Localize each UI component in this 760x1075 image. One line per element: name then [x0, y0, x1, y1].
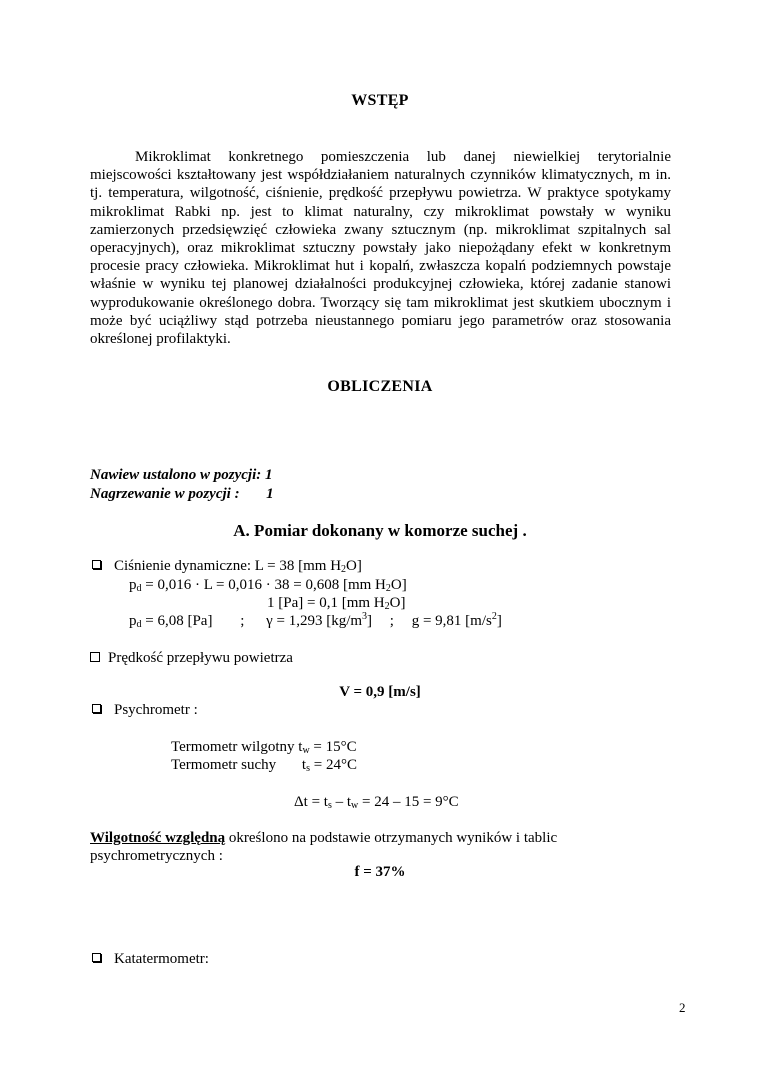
page-number: 2 — [679, 1000, 686, 1015]
square-bullet-icon — [92, 560, 101, 569]
velocity-result: V = 0,9 [m/s] — [339, 684, 421, 700]
nawiew-setting: Nawiew ustalono w pozycji: 1 — [90, 467, 273, 483]
nagrzewanie-value: 1 — [266, 486, 274, 502]
humidity-line: Wilgotność względną określono na podstawie otrzymanych wyników i tablic — [90, 830, 558, 846]
delta-t-formula: $\Delta t = t_s - t_w = 24 - 15 = 9^\circ C$ — [294, 794, 459, 811]
checkbox-icon — [90, 652, 100, 662]
psychrometer-line: Psychrometr : — [92, 701, 198, 719]
unit-conversion: 1 [Pa] = 0,1 [mm $H_2O$] — [267, 595, 406, 612]
velocity-line: Prędkość przepływu powietrza — [90, 649, 293, 667]
nagrzewanie-label: Nagrzewanie w pozycji : — [90, 486, 240, 502]
katathermometer-line: Katatermometr: — [92, 950, 209, 968]
wet-thermometer: Termometr wilgotny $t_w = 15^\circ C$ — [171, 739, 357, 756]
dry-thermometer: Termometr suchy $t_s = 24^\circ C$ — [171, 757, 357, 774]
section-a-heading: A. Pomiar dokonany w komorze suchej . — [233, 521, 527, 540]
page-title: WSTĘP — [351, 92, 409, 109]
pd-formula: $p_d = 0,016 \cdot L = 0,016 \cdot 38 = 0,608$ [mm $H_2O$] — [129, 577, 407, 594]
pd-pascal-line: $p_d = 6,08$ [Pa] ; γ = 1,293 $[kg/m^3]$ ; g = 9,81 $[m/s^2]$ — [129, 611, 502, 630]
nagrzewanie-setting — [90, 485, 274, 503]
humidity-result: f = 37% — [354, 864, 406, 880]
square-bullet-icon — [92, 953, 101, 962]
humidity-line-2: psychrometrycznych : — [90, 848, 223, 864]
calculations-title: OBLICZENIA — [327, 378, 433, 395]
intro-paragraph: Mikroklimat konkretnego pomieszczenia lub danej niewielkiej terytorialnie miejscowości kształtowany jest współdziałaniem naturalnych czynników klimatycznych, m in. tj. temperatura, wilgotność, ciśnienie, prędkość przepływu powietrza. W praktyce spotykamy mikroklimat Rabki np. jest to klimat naturalny, czy mikroklimat powstały w wyniku zamierzonych przedsięwzięć człowieka zwany sztucznym (np. mikroklimat szpitalnych sal operacyjnych), oraz mikroklimat sztuczny powstały jako niepożądany efekt w konkretnym procesie pracy człowieka. Mikroklimat hut i kopalń, zwłaszcza kopalń podziemnych powstaje właśnie w wyniku tej planowej działalności produkcyjnej człowieka, której zadanie stanowi wyprodukowanie określonego dobra. Tworzący się tam mikroklimat jest skutkiem ubocznym i może być uciążliwy stąd potrzeba nieustannego pomiaru jego parametrów oraz stosowania określonej profilaktyki. — [90, 149, 671, 348]
pressure-line: Ciśnienie dynamiczne: L = 38 [mm $H_2O$] — [92, 557, 362, 575]
humidity-term: Wilgotność względną — [90, 830, 226, 846]
square-bullet-icon — [92, 704, 101, 713]
